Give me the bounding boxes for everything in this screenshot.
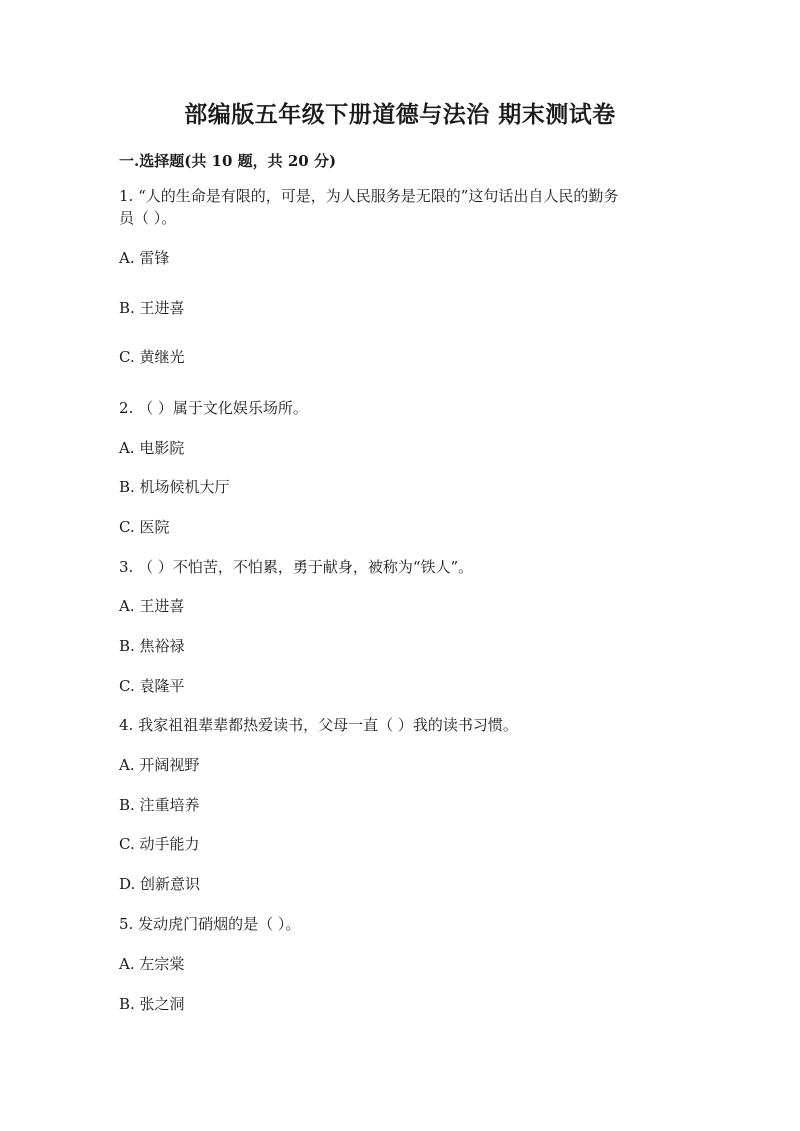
question-5-option-a: A. 左宗棠 bbox=[119, 955, 185, 973]
question-1-stem: 1. “人的生命是有限的，可是，为人民服务是无限的”这句话出自人民的勤务 bbox=[119, 187, 619, 205]
question-1-option-a: A. 雷锋 bbox=[119, 249, 170, 267]
question-4-option-c: C. 动手能力 bbox=[119, 835, 200, 853]
question-4-stem: 4. 我家祖祖辈辈都热爱读书，父母一直（ ）我的读书习惯。 bbox=[119, 716, 518, 734]
question-2-stem: 2. （ ）属于文化娱乐场所。 bbox=[119, 399, 308, 417]
question-4-option-d: D. 创新意识 bbox=[119, 875, 201, 893]
question-4-option-b: B. 注重培养 bbox=[119, 796, 200, 814]
question-5-stem: 5. 发动虎门硝烟的是（ ）。 bbox=[119, 915, 301, 933]
question-3-option-a: A. 王进喜 bbox=[119, 597, 185, 615]
question-3-option-b: B. 焦裕禄 bbox=[119, 637, 185, 655]
section-heading: 一.选择题(共 10 题，共 20 分) bbox=[119, 152, 337, 170]
question-4-option-a: A. 开阔视野 bbox=[119, 756, 200, 774]
question-1-option-b: B. 王进喜 bbox=[119, 299, 185, 317]
question-2-option-a: A. 电影院 bbox=[119, 439, 185, 457]
page-title: 部编版五年级下册道德与法治 期末测试卷 bbox=[184, 101, 616, 128]
question-3-option-c: C. 袁隆平 bbox=[119, 677, 185, 695]
question-1-option-c: C. 黄继光 bbox=[119, 348, 185, 366]
question-2-option-b: B. 机场候机大厅 bbox=[119, 478, 230, 496]
question-2-option-c: C. 医院 bbox=[119, 518, 170, 536]
question-1-stem-continued: 员（ ）。 bbox=[119, 209, 177, 227]
question-3-stem: 3. （ ）不怕苦，不怕累，勇于献身，被称为“铁人”。 bbox=[119, 558, 474, 576]
question-5-option-b: B. 张之洞 bbox=[119, 995, 185, 1013]
